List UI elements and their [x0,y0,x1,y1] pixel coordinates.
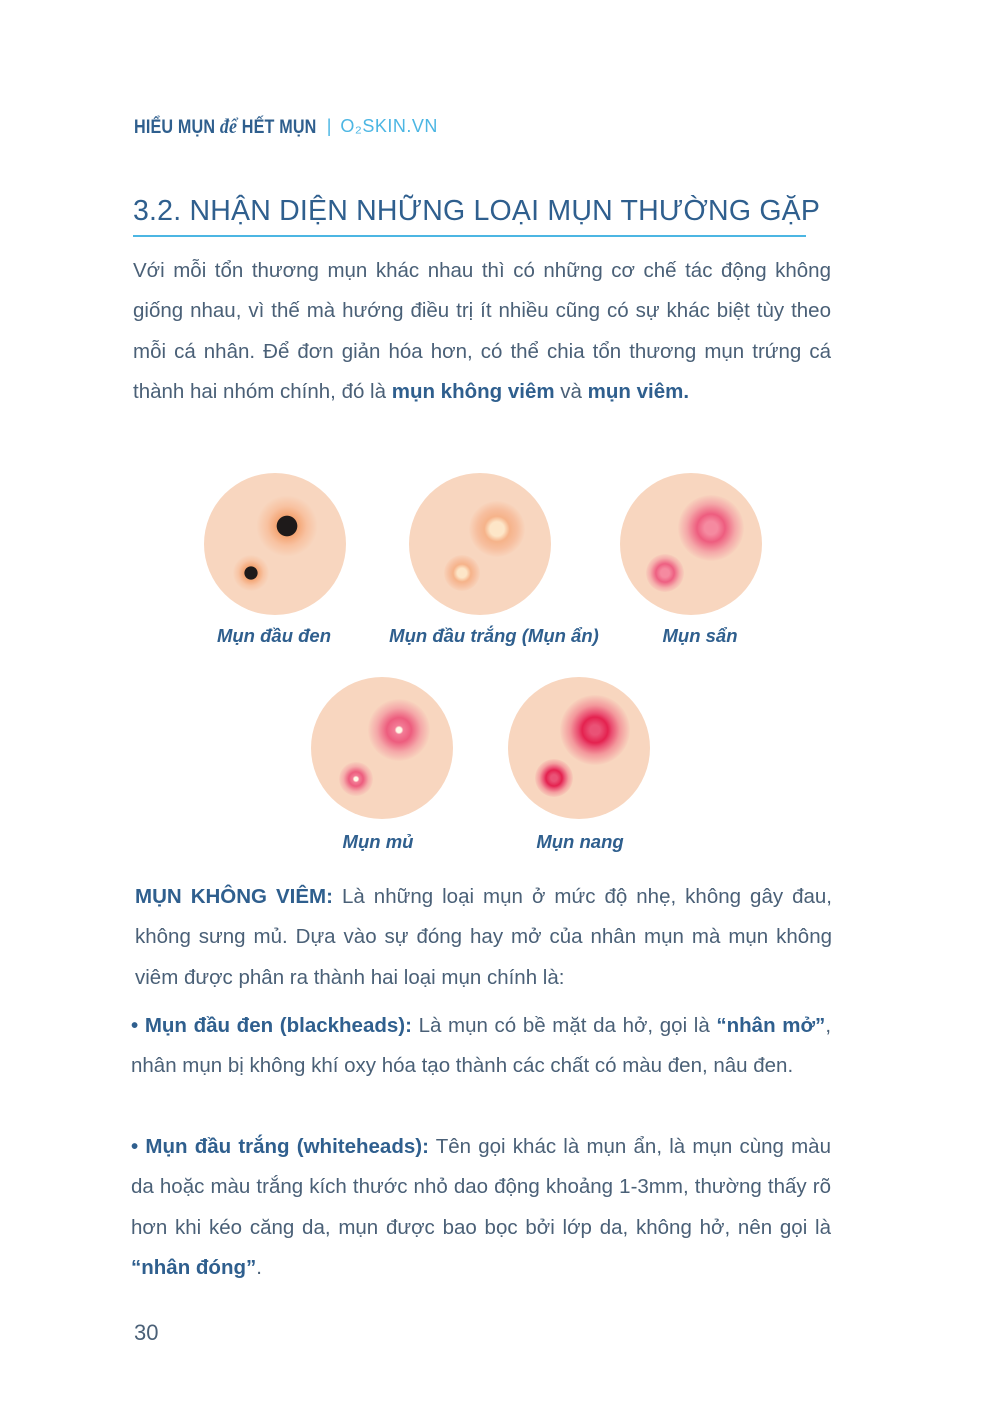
bullet-1-bold: “nhân mở” [716,1014,826,1037]
blackhead-illustration [204,473,346,615]
bullet-2-text-3: . [256,1256,262,1280]
pustule-small [339,762,373,796]
brand-de: để [219,114,238,138]
intro-paragraph [133,251,831,413]
bullet-whiteheads [131,1127,831,1289]
brand-part-1: HIỂU MỤN [134,117,216,138]
running-header [134,114,438,139]
intro-text-2: và [554,380,588,404]
whitehead-illustration [409,473,551,615]
brand-part-2: HẾT MỤN [241,117,317,138]
papule-large [678,495,744,561]
intro-bold-2: mụn viêm. [587,380,690,404]
non-inflammatory-paragraph [135,877,832,998]
papule-illustration [620,473,762,615]
blackhead-small [233,555,269,591]
section-title: 3.2. NHẬN DIỆN NHỮNG LOẠI MỤN THƯỜNG GẶP [133,195,821,227]
whitehead-large [469,501,525,557]
non-inflammatory-text: Là những loại mụn ở mức độ nhẹ, không gây đau, không sưng mủ. Dựa vào sự đóng hay mở của nhân mụn mà mụn không viêm được phân ra thành hai loại mụn chính là: [135,885,833,989]
intro-text-1: Với mỗi tổn thương mụn khác nhau thì có những cơ chế tác động không giống nhau, vì thế mà hướng điều trị ít nhiều cũng có sự khác biệt tùy theo mỗi cá nhân. Để đơn giản hóa hơn, có thể chia tổn thương mụn trứng cá thành hai nhóm chính, đó là [133,259,831,404]
caption-whitehead: Mụn đầu trắng (Mụn ẩn) [389,625,599,646]
site-name: O₂SKIN.VN [340,116,438,136]
caption-blackhead: Mụn đầu đen [216,625,332,646]
title-underline [133,235,806,237]
bullet-2-label: • Mụn đầu trắng (whiteheads): [131,1135,429,1158]
blackhead-large [256,495,318,557]
bullet-2-bold: “nhân đóng” [131,1256,257,1280]
bullet-1-label: • Mụn đầu đen (blackheads): [131,1014,412,1037]
intro-bold-1: mụn không viêm [391,380,555,404]
cyst-large [560,695,630,765]
cyst-small [535,759,573,797]
pustule-large [368,699,430,761]
header-separator: | [326,116,332,136]
page-number: 30 [134,1320,159,1345]
whitehead-small [444,555,480,591]
caption-pustule: Mụn mủ [342,831,414,852]
cyst-illustration [508,677,650,819]
bullet-1-text-1: Là mụn có bề mặt da hở, gọi là [411,1014,717,1037]
papule-small [646,554,684,592]
bullet-blackheads [131,1006,831,1087]
caption-papule: Mụn sẩn [662,625,738,646]
book-brand [134,114,316,139]
pustule-illustration [311,677,453,819]
non-inflammatory-label: MỤN KHÔNG VIÊM: [135,885,333,908]
bullet-1-text-2: , nhân mụn bị không khí oxy hóa tạo thành các chất có màu đen, nâu đen. [131,1014,832,1078]
bullet-2-text-1: Tên gọi khác là mụn ẩn, là mụn cùng màu da hoặc màu trắng kích thước nhỏ dao động khoảng 1-3mm, thường thấy rõ hơn khi kéo căng da, mụn được bao bọc bởi lớp da, không hở, nên gọi là [131,1135,831,1239]
caption-cyst: Mụn nang [536,831,624,852]
